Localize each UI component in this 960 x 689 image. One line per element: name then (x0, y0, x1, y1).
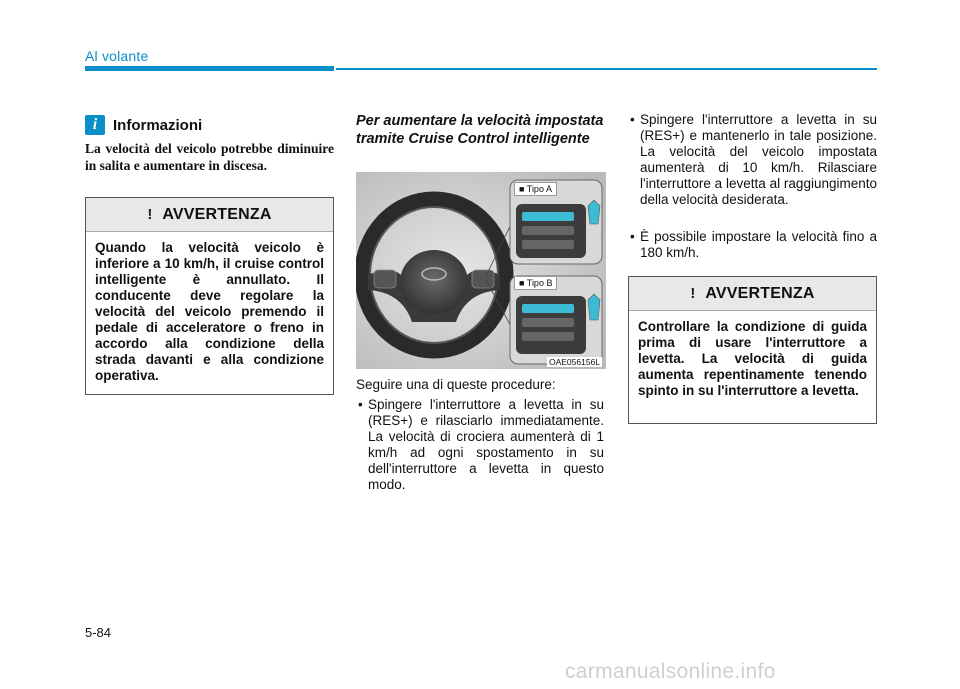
section-title: Al volante (85, 48, 149, 64)
bullet-2 (630, 112, 877, 208)
bullet-3-text: È possibile impostare la velocità fino a 180 km/h. (640, 229, 877, 260)
figure-code: OAE056156L (548, 357, 600, 367)
info-icon: i (85, 115, 105, 135)
procedure-heading: Per aumentare la velocità impostata tramite Cruise Control intelligente (356, 113, 604, 147)
bullet-2-text: Spingere l'interruttore a levetta in su (RES+) e mantenerlo in tale posizione. La velocità del veicolo impostata aumenterà di 10 km/h. Rilasciare l'interruttore a levetta al raggiungimento della velocità desiderata. (640, 112, 877, 207)
steering-wheel-illustration (356, 172, 606, 369)
header-rule-thick (85, 66, 334, 71)
info-text: La velocità del veicolo potrebbe diminuire in salita e aumentare in discesa. (85, 141, 334, 173)
header-rule-thin (336, 68, 877, 70)
warning-icon: ! (690, 285, 696, 302)
bullet-1 (358, 397, 604, 493)
bullet-dot: • (630, 112, 635, 127)
warning-title-1: AVVERTENZA (162, 205, 272, 223)
watermark: carmanualsonline.info (565, 660, 776, 683)
warning-icon: ! (147, 206, 153, 223)
page-number: 5-84 (85, 625, 112, 640)
warning-header-1 (86, 198, 333, 232)
warning-box-1 (85, 197, 334, 395)
tipo-a-label: ■ Tipo A (514, 182, 557, 196)
warning-text-2: Controllare la condizione di guida prima di usare l'interruttore a levetta. La velocità di guida aumenta repentinamente tenendo spinto in su l'interruttore a levetta. (638, 319, 867, 398)
bullet-3 (630, 229, 877, 261)
bullet-dot: • (630, 229, 635, 244)
warning-title-2: AVVERTENZA (705, 284, 815, 302)
warning-text-1: Quando la velocità veicolo è inferiore a 10 km/h, il cruise control intelligente è annullato. Il conducente deve regolare la velocità del veicolo premendo il pedale di acceleratore o freno in accordo alla condizione della strada davanti e alla condizione operativa. (95, 240, 324, 383)
warning-box-2 (628, 276, 877, 424)
info-heading (85, 115, 202, 135)
tipo-b-label: ■ Tipo B (514, 276, 557, 290)
info-title: Informazioni (113, 116, 203, 134)
steering-wheel-figure (356, 172, 606, 369)
bullet-1-text: Spingere l'interruttore a levetta in su (RES+) e rilasciarlo immediatamente. La velocità di crociera aumenterà di 1 km/h ad ogni spostamento in su dell'interruttore a levetta in questo modo. (368, 397, 604, 492)
bullet-dot: • (358, 397, 363, 412)
procedure-intro: Seguire una di queste procedure: (356, 377, 556, 392)
warning-header-2 (629, 277, 876, 311)
